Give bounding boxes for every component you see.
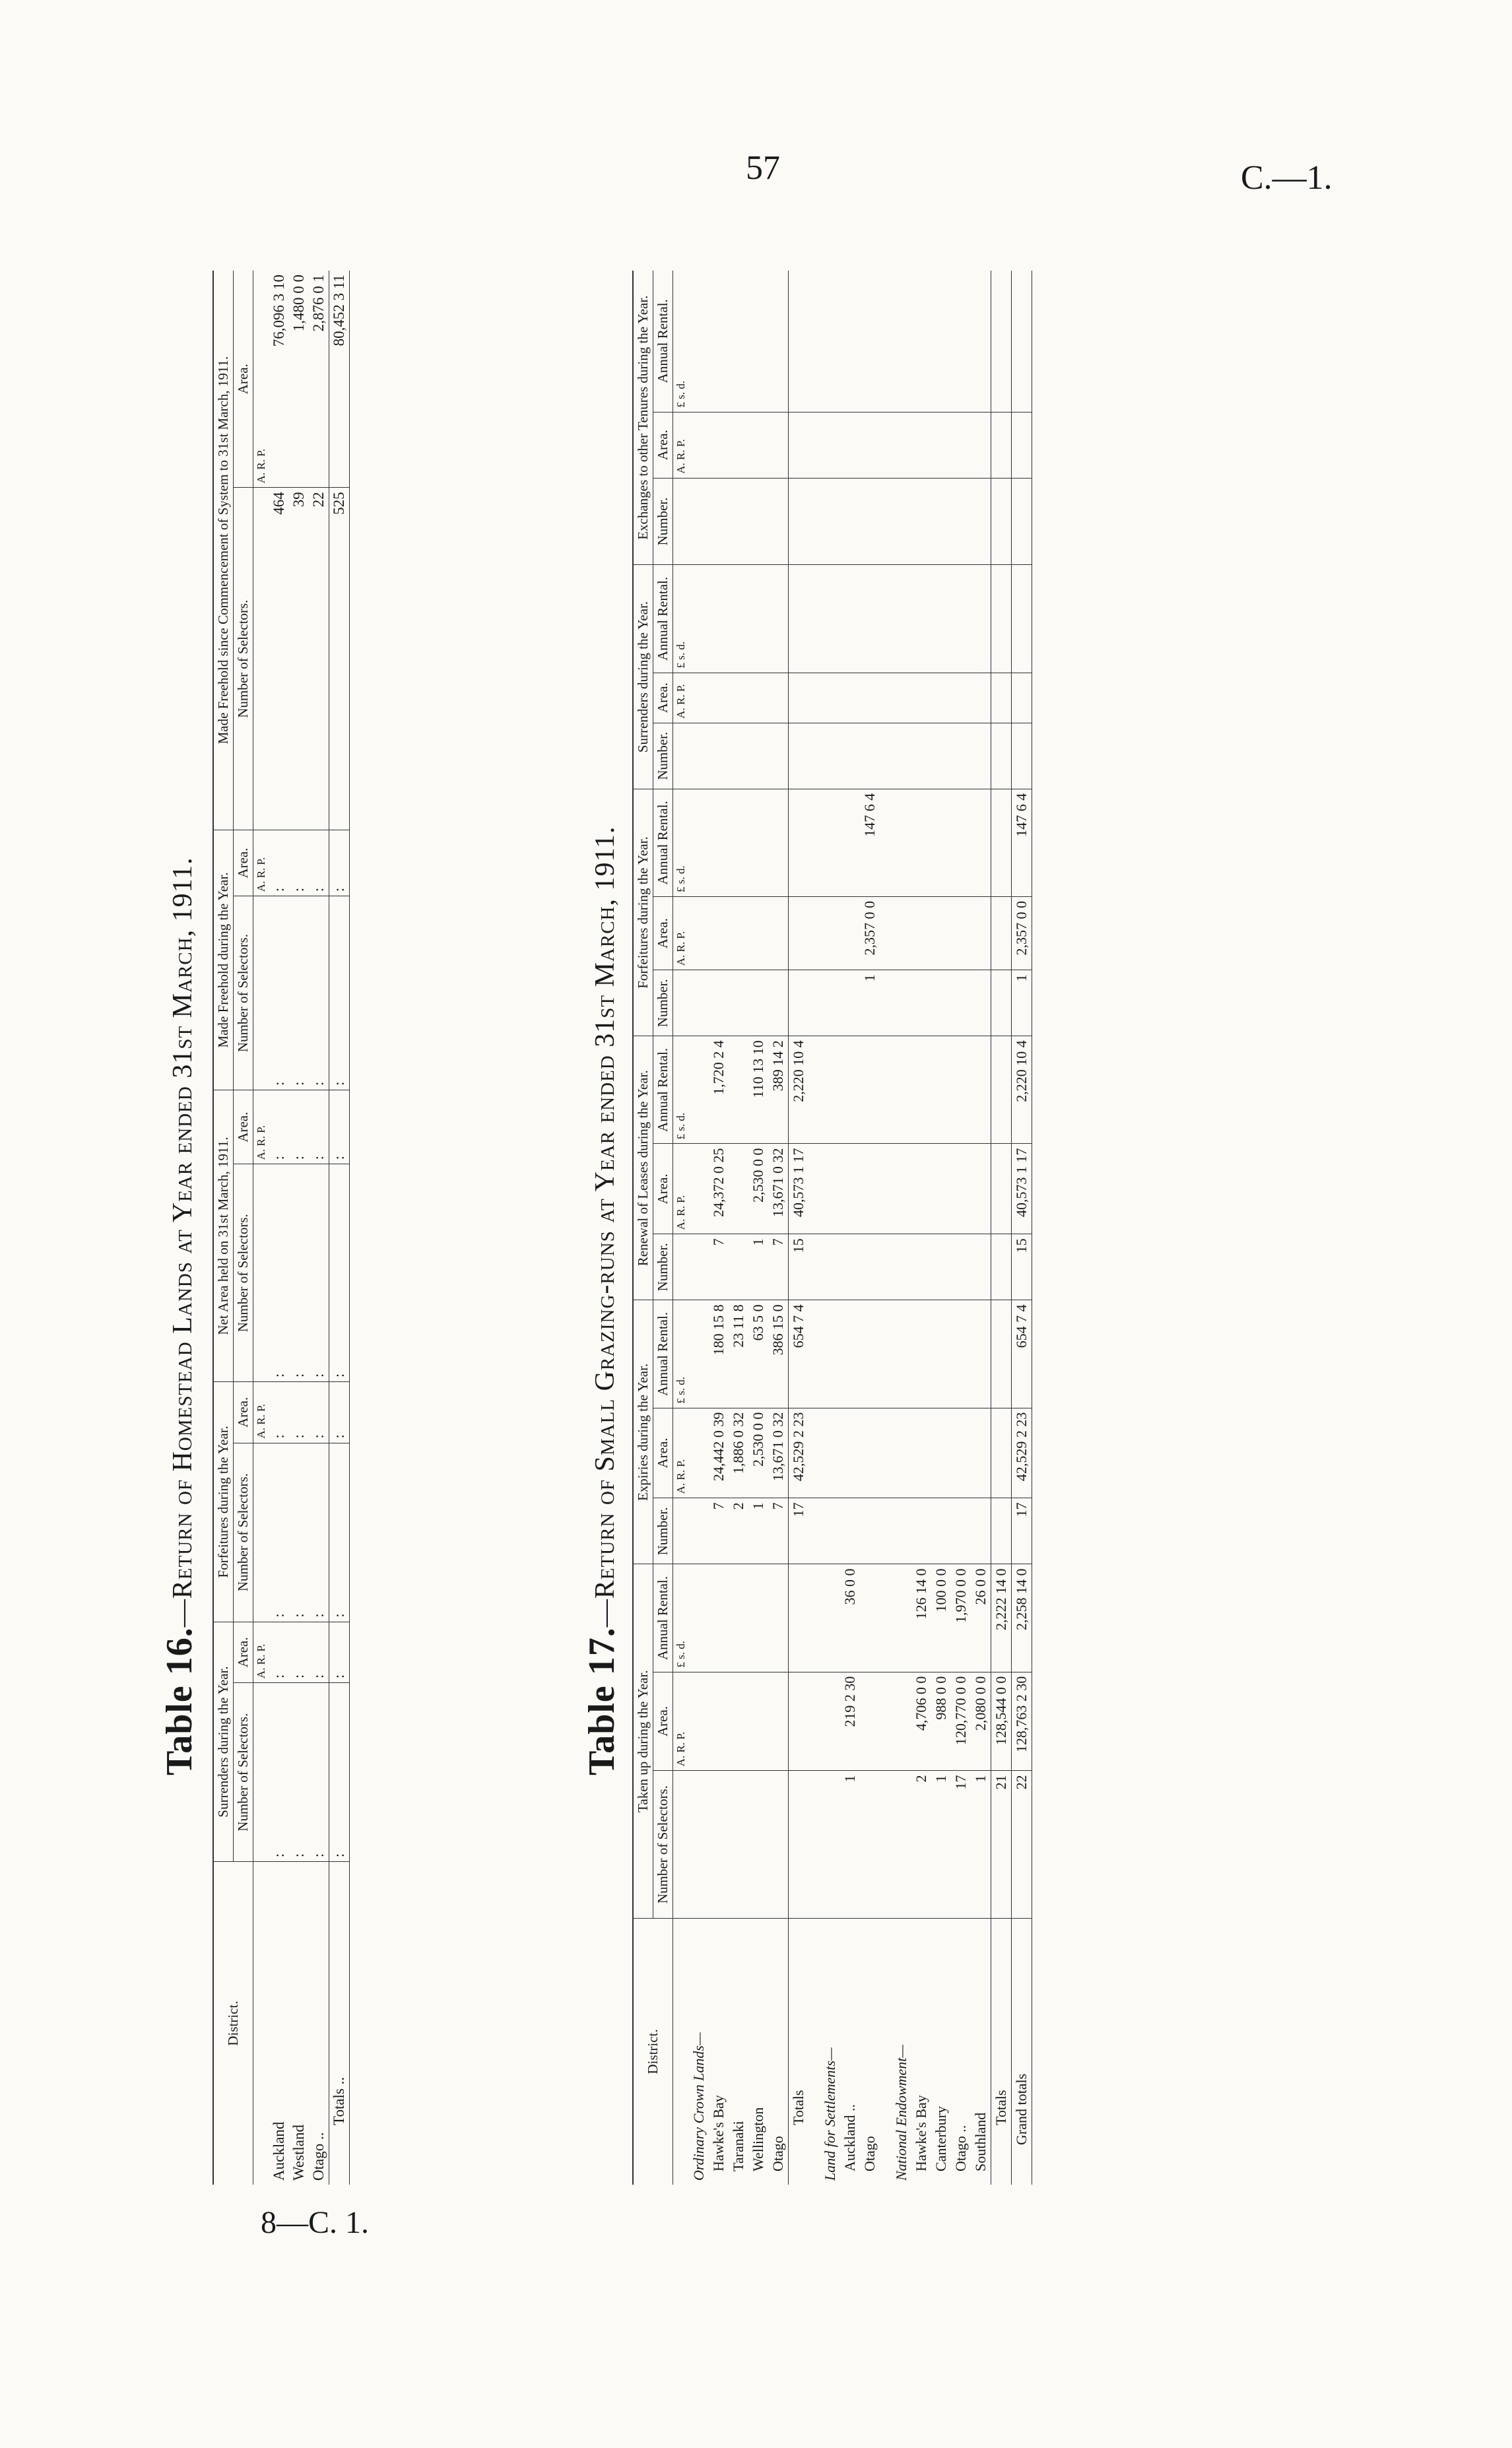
t17-district: Otago bbox=[770, 2136, 786, 2171]
table-row bbox=[729, 271, 748, 2185]
t17-district: Taranaki bbox=[730, 2121, 746, 2171]
t16-total-selectors: 525 bbox=[329, 488, 350, 830]
t16-sub-selectors: Number of Selectors. bbox=[234, 488, 253, 830]
unit-roods: R. bbox=[255, 459, 267, 470]
t17-section-totals-row bbox=[991, 271, 1012, 2185]
t17-grand-forf-number: 1 bbox=[1012, 970, 1032, 1036]
t16-head-district: District. bbox=[213, 1862, 253, 2185]
t17-sub-number: Number. bbox=[653, 478, 673, 565]
t17-district: Otago .. bbox=[952, 2125, 969, 2171]
t17-totals-label: Totals bbox=[789, 1918, 809, 2185]
unit-roods: R. bbox=[255, 1654, 267, 1665]
t17-tk-rent: 26 0 0 bbox=[971, 1564, 991, 1672]
dots: : bbox=[309, 896, 329, 1090]
t16-head-surrenders: Surrenders during the Year. bbox=[213, 1622, 234, 1862]
t17-tk-number: 1 bbox=[840, 1771, 860, 1919]
table-16-label: Table 16. bbox=[159, 1627, 200, 1775]
t17-grand-forf-area: 2,357 0 0 bbox=[1012, 897, 1032, 970]
t17-grand-ren-number: 15 bbox=[1012, 1234, 1032, 1300]
t17-tk-area: 4,706 0 0 bbox=[911, 1672, 931, 1771]
t17-exp-area: 1,886 0 32 bbox=[729, 1408, 748, 1498]
t16-sub-area: Area. bbox=[234, 1622, 253, 1682]
t17-grand-exp-rent: 654 7 4 bbox=[1012, 1300, 1032, 1408]
dots: : bbox=[269, 1683, 289, 1862]
dots: : bbox=[329, 1443, 350, 1622]
table-row bbox=[309, 271, 329, 2185]
table-row bbox=[971, 271, 991, 2185]
dots: : bbox=[329, 1382, 350, 1443]
t17-rent-units: £ s. d. bbox=[673, 271, 690, 412]
t16-totals-label: Totals .. bbox=[329, 1862, 350, 2185]
t17-exp-area-total: 42,529 2 23 bbox=[789, 1408, 809, 1498]
dots: : bbox=[269, 896, 289, 1090]
t17-exp-rent: 63 5 0 bbox=[748, 1300, 768, 1408]
t16-roods: 0 bbox=[290, 286, 307, 294]
t17-tk-rent: 1,970 0 0 bbox=[951, 1564, 971, 1672]
table-16 bbox=[213, 271, 350, 2185]
dots: : bbox=[309, 1090, 329, 1164]
t16-sub-selectors: Number of Selectors. bbox=[234, 1683, 253, 1862]
t17-sub-area: Area. bbox=[653, 673, 673, 723]
t17-grand-tk-rent: 2,258 14 0 bbox=[1012, 1564, 1032, 1672]
dots: : bbox=[269, 1090, 289, 1164]
t17-tk-rent: 36 0 0 bbox=[840, 1564, 860, 1672]
table-16-title: —Return of Homestead Lands at Year ended 31st March, 1911. bbox=[168, 857, 198, 1628]
t17-sub-rental: Annual Rental. bbox=[653, 565, 673, 673]
t17-tk-number: 2 bbox=[911, 1771, 931, 1919]
table-row bbox=[289, 271, 309, 2185]
unit-acres: A. bbox=[255, 880, 267, 892]
t17-sub-rental: Annual Rental. bbox=[653, 1300, 673, 1408]
t17-tk-number: 17 bbox=[951, 1771, 971, 1919]
t17-district: Otago bbox=[861, 2136, 878, 2171]
t17-sub-number: Number. bbox=[653, 970, 673, 1036]
t16-perches: 10 bbox=[271, 275, 287, 290]
table-row bbox=[840, 271, 860, 2185]
dots: : bbox=[289, 896, 309, 1090]
table-17 bbox=[632, 271, 1032, 2185]
t17-area-units: A. R. P. bbox=[673, 1408, 690, 1498]
t17-section-heading: Land for Settlements— bbox=[822, 2047, 838, 2181]
t16-roods: 0 bbox=[310, 286, 327, 294]
t17-exp-number: 2 bbox=[729, 1498, 748, 1564]
t16-total-roods: 3 bbox=[331, 292, 347, 301]
t17-tk-rent: 100 0 0 bbox=[931, 1564, 951, 1672]
table-16-block bbox=[158, 271, 350, 2185]
dots: : bbox=[309, 1164, 329, 1382]
t17-exp-area: 24,442 0 39 bbox=[709, 1408, 729, 1498]
table-17-label: Table 17. bbox=[581, 1627, 622, 1775]
page-number: 57 bbox=[746, 149, 780, 187]
unit-acres: A. bbox=[255, 1148, 267, 1160]
t17-sub-rental: Annual Rental. bbox=[653, 789, 673, 896]
unit-acres: A. bbox=[255, 1428, 267, 1439]
t16-district: Westland bbox=[290, 2124, 307, 2181]
t17-district: Hawke's Bay bbox=[913, 2095, 929, 2171]
t17-tk-rent: 126 14 0 bbox=[911, 1564, 931, 1672]
dots: : bbox=[289, 1622, 309, 1682]
t17-head-forfeitures: Forfeitures during the Year. bbox=[633, 789, 653, 1036]
document-reference: C.—1. bbox=[1241, 159, 1332, 197]
table-17-block bbox=[581, 271, 1032, 2185]
dots: : bbox=[329, 1090, 350, 1164]
t16-totals-row bbox=[329, 271, 350, 2185]
t17-rent-units: £ s. d. bbox=[673, 1564, 690, 1672]
dots: : bbox=[309, 1443, 329, 1622]
unit-perches: P. bbox=[255, 857, 267, 865]
unit-perches: P. bbox=[255, 1404, 267, 1412]
t17-tk-number-total: 21 bbox=[991, 1771, 1012, 1919]
t17-exp-rent: 386 15 0 bbox=[768, 1300, 789, 1408]
t16-sub-selectors: Number of Selectors. bbox=[234, 1164, 253, 1382]
t17-ren-area: 13,671 0 32 bbox=[768, 1144, 789, 1234]
dots: : bbox=[329, 1164, 350, 1382]
table-row bbox=[911, 271, 931, 2185]
dots: : bbox=[329, 830, 350, 896]
t17-area-units: A. R. P. bbox=[673, 1144, 690, 1234]
t16-head-forfeitures: Forfeitures during the Year. bbox=[213, 1382, 234, 1622]
dots: : bbox=[289, 1164, 309, 1382]
t17-sub-number: Number. bbox=[653, 1234, 673, 1300]
t17-rent-units: £ s. d. bbox=[673, 789, 690, 896]
t16-sub-area: Area. bbox=[234, 271, 253, 488]
t17-ren-number: 7 bbox=[768, 1234, 789, 1300]
page-footer: 8—C. 1. bbox=[261, 2205, 370, 2240]
t17-ren-number: 7 bbox=[709, 1234, 729, 1300]
t17-area-units: A. R. P. bbox=[673, 897, 690, 970]
t17-exp-area: 2,530 0 0 bbox=[748, 1408, 768, 1498]
unit-roods: R. bbox=[255, 1135, 267, 1146]
t16-district: Auckland bbox=[271, 2121, 287, 2181]
t17-grand-tk-number: 22 bbox=[1012, 1771, 1032, 1919]
dots: : bbox=[309, 1382, 329, 1443]
t16-head-net-area: Net Area held on 31st March, 1911. bbox=[213, 1090, 234, 1381]
t17-ren-number-total: 15 bbox=[789, 1234, 809, 1300]
dots: : bbox=[289, 1382, 309, 1443]
t17-exp-rent: 23 11 8 bbox=[729, 1300, 748, 1408]
unit-perches: P. bbox=[255, 448, 267, 457]
t17-grand-exp-area: 42,529 2 23 bbox=[1012, 1408, 1032, 1498]
table-row bbox=[748, 271, 768, 2185]
t17-grand-forf-rent: 147 6 4 bbox=[1012, 789, 1032, 896]
t16-acres: 1,480 bbox=[290, 297, 307, 332]
t17-area-units: A. R. P. bbox=[673, 412, 690, 478]
t17-ren-rent: 389 14 2 bbox=[768, 1036, 789, 1144]
dots: : bbox=[269, 1382, 289, 1443]
t17-head-expiries: Expiries during the Year. bbox=[633, 1300, 653, 1564]
t17-district: Southland bbox=[972, 2112, 989, 2171]
t17-head-taken-up: Taken up during the Year. bbox=[633, 1564, 653, 1919]
dots: : bbox=[269, 1443, 289, 1622]
t17-head-exchanges: Exchanges to other Tenures during the Year. bbox=[633, 271, 653, 565]
unit-roods: R. bbox=[255, 1414, 267, 1425]
t17-ren-area: 2,530 0 0 bbox=[748, 1144, 768, 1234]
t17-sub-area: Area. bbox=[653, 1144, 673, 1234]
t16-head-freehold-year: Made Freehold during the Year. bbox=[213, 830, 234, 1090]
t17-exp-rent-total: 654 7 4 bbox=[789, 1300, 809, 1408]
t17-district: Auckland .. bbox=[841, 2103, 858, 2171]
dots: : bbox=[289, 1683, 309, 1862]
t17-grand-totals-label: Grand totals bbox=[1012, 1918, 1032, 2185]
t17-forf-number: 1 bbox=[860, 970, 880, 1036]
t17-tk-area: 219 2 30 bbox=[840, 1672, 860, 1771]
dots: : bbox=[329, 896, 350, 1090]
t17-sub-area: Area. bbox=[653, 1408, 673, 1498]
table-row bbox=[860, 271, 880, 2185]
t17-area-units: A. R. P. bbox=[673, 1672, 690, 1771]
t17-grand-exp-number: 17 bbox=[1012, 1498, 1032, 1564]
t16-head-freehold-since: Made Freehold since Commencement of System to 31st March, 1911. bbox=[213, 271, 234, 830]
dots: : bbox=[289, 1443, 309, 1622]
t17-ren-rent: 1,720 2 4 bbox=[709, 1036, 729, 1144]
t17-ren-number: 1 bbox=[748, 1234, 768, 1300]
t16-total-perches: 11 bbox=[331, 275, 347, 290]
t16-sub-selectors: Number of Selectors. bbox=[234, 896, 253, 1090]
table-row bbox=[931, 271, 951, 2185]
t17-ren-area-total: 40,573 1 17 bbox=[789, 1144, 809, 1234]
dots: : bbox=[289, 1090, 309, 1164]
t16-selectors: 464 bbox=[269, 488, 289, 830]
t16-sub-area: Area. bbox=[234, 1090, 253, 1164]
t16-total-acres: 80,452 bbox=[331, 304, 347, 347]
t17-rent-units: £ s. d. bbox=[673, 1300, 690, 1408]
t17-sub-rental: Annual Rental. bbox=[653, 1564, 673, 1672]
t17-ren-area: 24,372 0 25 bbox=[709, 1144, 729, 1234]
table-16-caption bbox=[158, 271, 201, 1775]
dots: : bbox=[289, 830, 309, 896]
unit-acres: A. bbox=[255, 1667, 267, 1679]
t17-units-row bbox=[673, 271, 690, 2185]
t16-district: Otago .. bbox=[310, 2132, 327, 2181]
t17-head-surrenders: Surrenders during the Year. bbox=[633, 565, 653, 789]
t17-section-totals-row bbox=[789, 271, 809, 2185]
dots: : bbox=[269, 1164, 289, 1382]
t16-units-row bbox=[253, 271, 270, 2185]
t17-exp-rent: 180 15 8 bbox=[709, 1300, 729, 1408]
table-row bbox=[768, 271, 789, 2185]
dots: : bbox=[309, 1622, 329, 1682]
t17-ren-rent: 110 13 10 bbox=[748, 1036, 768, 1144]
t17-sub-number: Number. bbox=[653, 723, 673, 789]
t17-grand-tk-area: 128,763 2 30 bbox=[1012, 1672, 1032, 1771]
t17-sub-rental: Annual Rental. bbox=[653, 271, 673, 412]
t17-sub-area: Area. bbox=[653, 897, 673, 970]
t17-tk-area: 2,080 0 0 bbox=[971, 1672, 991, 1771]
unit-acres: A. bbox=[255, 472, 267, 484]
t17-sub-number: Number. bbox=[653, 1498, 673, 1564]
t17-forf-rent: 147 6 4 bbox=[860, 789, 880, 896]
t17-sub-area: Area. bbox=[653, 412, 673, 478]
t17-section-heading: National Endowment— bbox=[893, 2045, 909, 2181]
t17-rent-units: £ s. d. bbox=[673, 1036, 690, 1144]
t17-sub-area: Area. bbox=[653, 1672, 673, 1771]
t17-head-district: District. bbox=[633, 1918, 673, 2185]
t17-tk-number: 1 bbox=[931, 1771, 951, 1919]
t17-district: Wellington bbox=[750, 2107, 766, 2171]
t17-tk-area: 988 0 0 bbox=[931, 1672, 951, 1771]
table-17-caption bbox=[581, 271, 623, 1775]
t17-grand-ren-area: 40,573 1 17 bbox=[1012, 1144, 1032, 1234]
dots: : bbox=[329, 1622, 350, 1682]
t17-grand-totals-row bbox=[1012, 271, 1032, 2185]
t17-section-heading: Ordinary Crown Lands— bbox=[690, 2032, 707, 2181]
dots: : bbox=[309, 830, 329, 896]
dots: : bbox=[329, 1683, 350, 1862]
t17-exp-number-total: 17 bbox=[789, 1498, 809, 1564]
unit-perches: P. bbox=[255, 1125, 267, 1133]
unit-roods: R. bbox=[255, 867, 267, 878]
t16-sub-selectors: Number of Selectors. bbox=[234, 1443, 253, 1622]
t17-tk-area-total: 128,544 0 0 bbox=[991, 1672, 1012, 1771]
t17-tk-area: 120,770 0 0 bbox=[951, 1672, 971, 1771]
t16-roods: 3 bbox=[271, 293, 287, 302]
t17-district: Canterbury bbox=[933, 2106, 949, 2171]
dots: : bbox=[309, 1683, 329, 1862]
t17-sub-rental: Annual Rental. bbox=[653, 1036, 673, 1144]
t17-totals-label: Totals bbox=[991, 1918, 1012, 2185]
t17-forf-area: 2,357 0 0 bbox=[860, 897, 880, 970]
t17-rent-units: £ s. d. bbox=[673, 565, 690, 673]
t17-sub-selectors: Number of Selectors. bbox=[653, 1771, 673, 1919]
t17-area-units: A. R. P. bbox=[673, 673, 690, 723]
dots: : bbox=[269, 830, 289, 896]
table-row bbox=[269, 271, 289, 2185]
t16-sub-area: Area. bbox=[234, 1382, 253, 1443]
t16-selectors: 39 bbox=[289, 488, 309, 830]
t16-perches: 1 bbox=[310, 275, 327, 282]
t17-head-renewal: Renewal of Leases during the Year. bbox=[633, 1036, 653, 1300]
t17-district: Hawke's Bay bbox=[710, 2095, 727, 2171]
table-row bbox=[709, 271, 729, 2185]
unit-perches: P. bbox=[255, 1643, 267, 1652]
t17-exp-number: 7 bbox=[768, 1498, 789, 1564]
table-17-title: —Return of Small Grazing-runs at Year ended 31st March, 1911. bbox=[590, 826, 620, 1628]
t17-exp-number: 1 bbox=[748, 1498, 768, 1564]
t16-sub-area: Area. bbox=[234, 830, 253, 896]
t16-acres: 2,876 bbox=[310, 297, 327, 332]
t16-perches: 0 bbox=[290, 275, 307, 282]
dots: : bbox=[269, 1622, 289, 1682]
t16-selectors: 22 bbox=[309, 488, 329, 830]
t16-acres: 76,096 bbox=[271, 305, 287, 347]
t17-exp-number: 7 bbox=[709, 1498, 729, 1564]
t17-tk-rent-total: 2,222 14 0 bbox=[991, 1564, 1012, 1672]
t17-grand-ren-rent: 2,220 10 4 bbox=[1012, 1036, 1032, 1144]
table-row bbox=[951, 271, 971, 2185]
t17-ren-rent-total: 2,220 10 4 bbox=[789, 1036, 809, 1144]
t17-tk-number: 1 bbox=[971, 1771, 991, 1919]
t17-exp-area: 13,671 0 32 bbox=[768, 1408, 789, 1498]
